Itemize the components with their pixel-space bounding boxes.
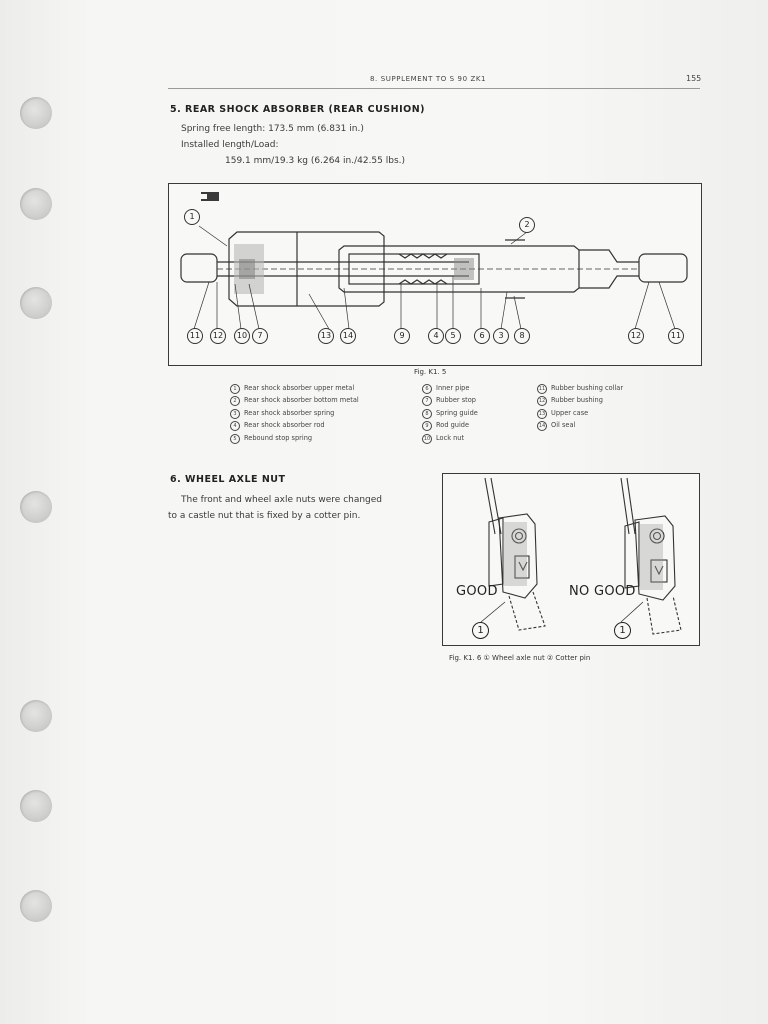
legend-item: 4 Rear shock absorber rod [230, 419, 359, 431]
callout-14: 14 [340, 328, 356, 344]
installed-length-value: 159.1 mm/19.3 kg (6.264 in./42.55 lbs.) [225, 156, 406, 166]
legend-column-3 [537, 382, 623, 432]
callout-8: 8 [514, 328, 530, 344]
callout-3: 3 [493, 328, 509, 344]
binder-hole [20, 890, 52, 922]
wheel-axle-nut-marker: 1 [614, 622, 631, 639]
wheel-axle-nut-figure [442, 473, 700, 646]
callout-10: 10 [234, 328, 250, 344]
no-good-label: NO GOOD [569, 584, 636, 599]
binder-hole [20, 188, 52, 220]
section-6-text-line-1: The front and wheel axle nuts were changed [181, 495, 383, 505]
section-5-title: 5. REAR SHOCK ABSORBER (REAR CUSHION) [170, 104, 425, 115]
legend-item: 12 Rubber bushing [538, 396, 603, 405]
header-rule [168, 88, 700, 89]
spring-free-length: Spring free length: 173.5 mm (6.831 in.) [181, 124, 364, 134]
callout-12: 12 [210, 328, 226, 344]
legend-item: 13 Upper case [538, 408, 589, 417]
legend-item: 7 Rubber stop [422, 394, 478, 406]
figure-6-caption: Fig. K1. 6 ① Wheel axle nut ② Cotter pin [449, 654, 591, 662]
legend-item: 3 Rear shock absorber spring [230, 407, 359, 419]
legend-item: 10 Lock nut [423, 433, 465, 442]
binder-hole [20, 700, 52, 732]
callout-1: 1 [184, 209, 200, 225]
legend-item: 1 Rear shock absorber upper metal [230, 382, 359, 394]
callout-2: 2 [519, 217, 535, 233]
legend-column-2 [422, 382, 478, 444]
installed-length-label: Installed length/Load: [181, 140, 279, 150]
binder-hole [20, 491, 52, 523]
callout-11: 11 [668, 328, 684, 344]
section-6-text-line-2: to a castle nut that is fixed by a cotter pin. [168, 511, 361, 521]
legend-item: 2 Rear shock absorber bottom metal [230, 394, 359, 406]
binder-hole [20, 97, 52, 129]
legend-item: 9 Rod guide [422, 419, 478, 431]
legend-item: 5 Rebound stop spring [230, 432, 359, 444]
binder-hole [20, 287, 52, 319]
shock-absorber-figure [168, 183, 702, 366]
figure-5-caption: Fig. K1. 5 [414, 368, 447, 376]
legend-item: 6 Inner pipe [422, 382, 478, 394]
callout-6: 6 [474, 328, 490, 344]
callout-13: 13 [318, 328, 334, 344]
section-6-title: 6. WHEEL AXLE NUT [170, 474, 286, 485]
legend-item: 11 Rubber bushing collar [538, 384, 624, 392]
running-head: 8. SUPPLEMENT TO S 90 ZK1 [370, 75, 487, 83]
callout-7: 7 [252, 328, 268, 344]
callout-4: 4 [428, 328, 444, 344]
wheel-axle-nut-marker: 1 [472, 622, 489, 639]
legend-item: 14 Oil seal [538, 421, 576, 430]
callout-12: 12 [628, 328, 644, 344]
legend-column-1 [230, 382, 359, 444]
callout-9: 9 [394, 328, 410, 344]
callout-11: 11 [187, 328, 203, 344]
good-label: GOOD [456, 584, 498, 599]
binder-hole [20, 790, 52, 822]
legend-item: 8 Spring guide [422, 407, 478, 419]
page-number: 155 [686, 74, 702, 83]
callout-5: 5 [445, 328, 461, 344]
axle-nut-drawing [443, 474, 699, 645]
